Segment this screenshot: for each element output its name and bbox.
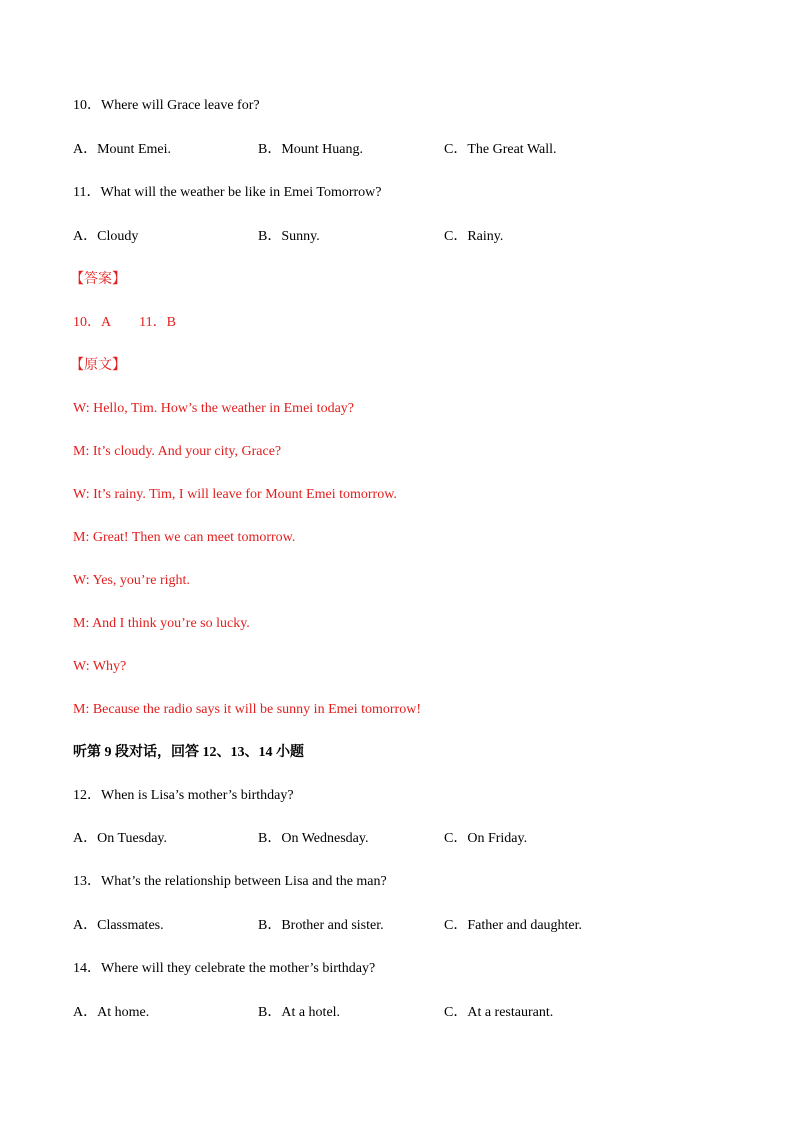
- answer-line: [73, 314, 176, 332]
- q11-option-c: C．Rainy.: [444, 229, 504, 244]
- q14-option-a: A．At home.: [73, 1005, 150, 1020]
- q11-option-a: A．Cloudy: [73, 229, 139, 244]
- transcript-line: M: It’s cloudy. And your city, Grace?: [73, 444, 282, 459]
- transcript-line: W: Yes, you’re right.: [73, 573, 190, 588]
- question-13: 13．What’s the relationship between Lisa and the man?: [73, 874, 387, 889]
- q14-option-b: B．At a hotel.: [258, 1005, 341, 1020]
- answer-10: 10．A: [73, 315, 112, 330]
- question-12: 12．When is Lisa’s mother’s birthday?: [73, 788, 294, 803]
- question-10: 10．Where will Grace leave for?: [73, 98, 260, 113]
- transcript-line: W: It’s rainy. Tim, I will leave for Mount Emei tomorrow.: [73, 487, 397, 502]
- q13-option-c: C．Father and daughter.: [444, 918, 583, 933]
- transcript-line: W: Hello, Tim. How’s the weather in Emei today?: [73, 401, 354, 416]
- q13-option-b: B．Brother and sister.: [258, 918, 384, 933]
- q10-option-c: C．The Great Wall.: [444, 142, 557, 157]
- question-11: 11．What will the weather be like in Emei Tomorrow?: [73, 185, 382, 200]
- transcript-line: W: Why?: [73, 659, 127, 674]
- question-12-options: [73, 830, 673, 848]
- section-heading: 听第 9 段对话，回答 12、13、14 小题: [73, 745, 304, 760]
- question-13-options: [73, 917, 673, 935]
- transcript-line: M: And I think you’re so lucky.: [73, 616, 250, 631]
- question-10-options: [73, 141, 673, 159]
- q11-option-b: B．Sunny.: [258, 229, 320, 244]
- q13-option-a: A．Classmates.: [73, 918, 164, 933]
- q14-option-c: C．At a restaurant.: [444, 1005, 554, 1020]
- q12-option-a: A．On Tuesday.: [73, 831, 167, 846]
- q12-option-c: C．On Friday.: [444, 831, 528, 846]
- transcript-line: M: Because the radio says it will be sunny in Emei tomorrow!: [73, 702, 421, 717]
- answer-heading: 【答案】: [70, 272, 126, 287]
- answer-11: 11．B: [139, 315, 176, 330]
- transcript-heading: 【原文】: [70, 358, 126, 373]
- question-14: 14．Where will they celebrate the mother’s birthday?: [73, 961, 376, 976]
- question-11-options: [73, 228, 673, 246]
- transcript-line: M: Great! Then we can meet tomorrow.: [73, 530, 296, 545]
- q12-option-b: B．On Wednesday.: [258, 831, 369, 846]
- q10-option-b: B．Mount Huang.: [258, 142, 363, 157]
- q10-option-a: A．Mount Emei.: [73, 142, 171, 157]
- question-14-options: [73, 1004, 673, 1022]
